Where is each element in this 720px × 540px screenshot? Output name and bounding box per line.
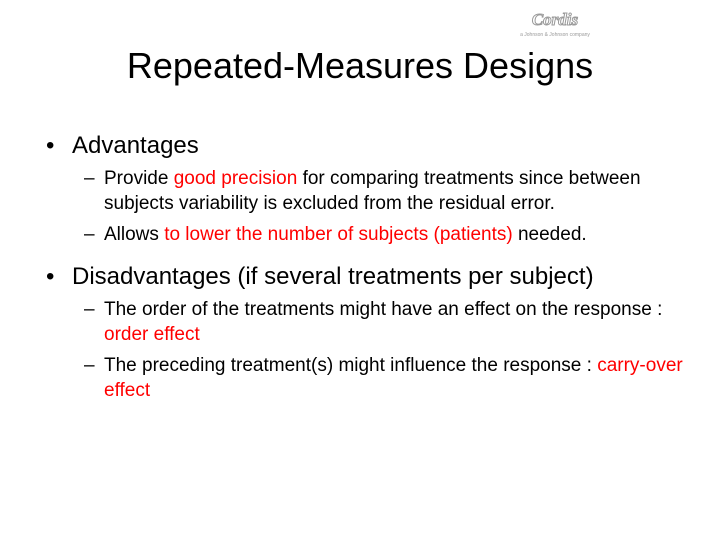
svg-text:a Johnson & Johnson company: a Johnson & Johnson company: [520, 32, 590, 38]
advantages-list: [46, 166, 696, 247]
highlight-text: order effect: [104, 324, 200, 345]
slide-title: Repeated-Measures Designs: [126, 45, 594, 86]
dash-icon: –: [84, 168, 95, 189]
highlight-text: good precision: [173, 168, 298, 189]
dash-icon: –: [84, 224, 95, 245]
bullet-dot-icon: •: [46, 132, 55, 159]
bullet-advantages: [46, 132, 696, 160]
dash-icon: –: [84, 355, 95, 376]
sub-bullet: – Allows to lower the number of subjects (patients) needed.: [84, 224, 587, 245]
dash-icon: –: [84, 299, 95, 320]
sub-bullet: – The order of the treatments might have an effect on the response : order effect: [84, 299, 663, 345]
highlight-text: to lower the number of subjects (patients): [164, 224, 513, 245]
sub-bullet: – The preceding treatment(s) might influence the response : carry-over effect: [84, 355, 683, 401]
highlight-text: carry-over effect: [104, 355, 683, 401]
bullet-disadvantages: [46, 263, 696, 291]
sub-bullet: – Provide good precision for comparing treatments since between subjects variability is excluded from the residual error.: [84, 168, 641, 214]
bullet-text: Disadvantages (if several treatments per subject): [72, 263, 594, 290]
bullet-dot-icon: •: [46, 263, 55, 290]
slide-body: [46, 132, 696, 409]
company-logo: [510, 8, 600, 40]
svg-text:Cordis: Cordis: [531, 10, 579, 29]
disadvantages-list: [46, 297, 696, 403]
bullet-text: Advantages: [72, 132, 199, 159]
